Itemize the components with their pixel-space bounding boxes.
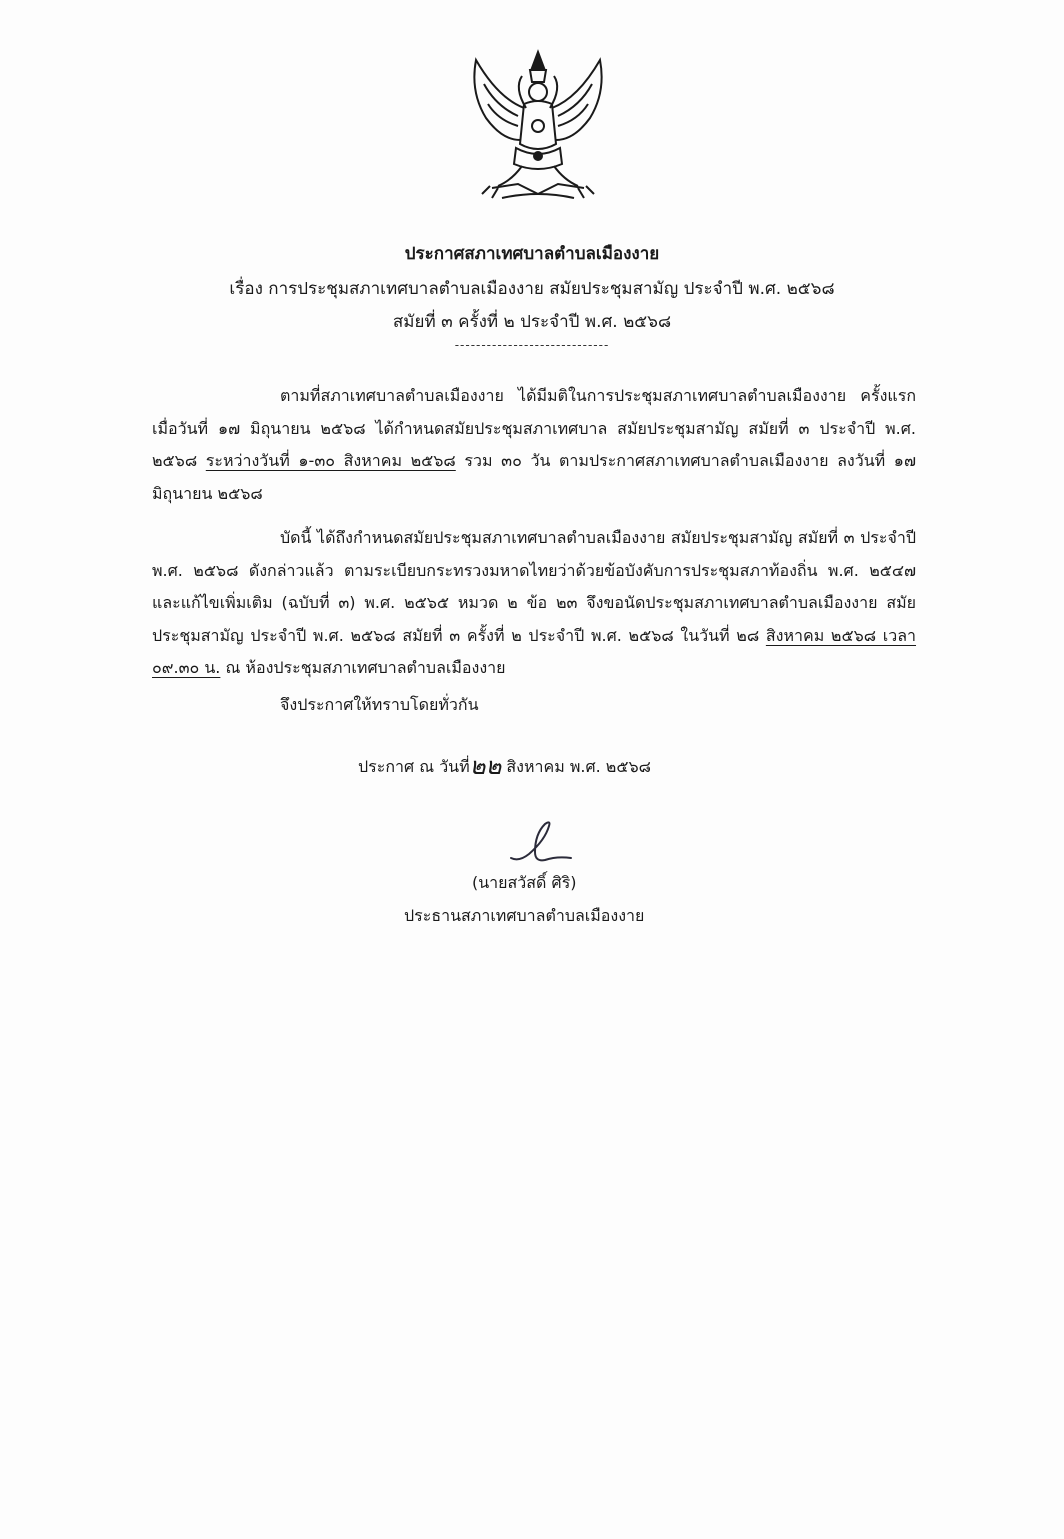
paragraph-2-text-end: ณ ห้องประชุมสภาเทศบาลตำบลเมืองงาย (220, 658, 506, 677)
signer-position: ประธานสภาเทศบาลตำบลเมืองงาย (404, 906, 645, 925)
handwritten-day: ๒๒ (469, 752, 502, 780)
announcement-title: ประกาศสภาเทศบาลตำบลเมืองงาย (404, 244, 660, 264)
handwritten-signature (505, 818, 585, 868)
header-divider: ----------------------------- (454, 338, 610, 352)
announcement-subject: เรื่อง การประชุมสภาเทศบาลตำบลเมืองงาย สมัยประชุมสามัญ ประจำปี พ.ศ. ๒๕๖๘ (229, 279, 835, 299)
announcement-dateline (358, 744, 651, 783)
paragraph-1-text: ตามที่สภาเทศบาลตำบลเมืองงาย ได้มีมติในการประชุมสภาเทศบาลตำบลเมืองงาย ครั้งแรก เมื่อวันที่ ๑๗ มิถุนายน ๒๕๖๘ ได้กำหนดสมัยประชุมสภาเทศบาล สมัยประชุมสามัญ สมัยที่ ๓ ประจำปี พ.ศ. ๒๕๖๘ (152, 386, 916, 470)
announcement-session: สมัยที่ ๓ ครั้งที่ ๒ ประจำปี พ.ศ. ๒๕๖๘ (392, 312, 672, 332)
dateline-suffix: สิงหาคม พ.ศ. ๒๕๖๘ (501, 757, 651, 776)
closing-statement: จึงประกาศให้ทราบโดยทั่วกัน (280, 695, 479, 714)
paragraph-1-text-end: รวม ๓๐ วัน ตามประกาศสภาเทศบาลตำบลเมืองงาย ลงวันที่ ๑๗ มิถุนายน ๒๕๖๘ (152, 451, 916, 503)
paragraph-1-underlined: ระหว่างวันที่ ๑-๓๐ สิงหาคม ๒๕๖๘ (205, 451, 456, 470)
paragraph-2 (152, 522, 916, 685)
signer-name: (นายสวัสดิ์ ศิริ) (472, 873, 577, 892)
paragraph-2-text: บัดนี้ ได้ถึงกำหนดสมัยประชุมสภาเทศบาลตำบลเมืองงาย สมัยประชุมสามัญ สมัยที่ ๓ ประจำปี พ.ศ. ๒๕๖๘ ดังกล่าวแล้ว ตามระเบียบกระทรวงมหาดไทยว่าด้วยข้อบังคับการประชุมสภาท้องถิ่น พ.ศ. ๒๕๔๗ และแก้ไขเพิ่มเติม (ฉบับที่ ๓) พ.ศ. ๒๕๖๕ หมวด ๒ ข้อ ๒๓ จึงขอนัดประชุมสภาเทศบาลตำบลเมืองงาย สมัยประชุมสามัญ ประจำปี พ.ศ. ๒๕๖๘ สมัยที่ ๓ ครั้งที่ ๒ ประจำปี พ.ศ. ๒๕๖๘ ในวันที่ ๒๘ (152, 528, 917, 645)
paragraph-1 (152, 380, 916, 510)
dateline-prefix: ประกาศ ณ วันที่ (358, 757, 470, 776)
paragraph-2-underlined: สิงหาคม ๒๕๖๘ เวลา ๐๙.๓๐ น. (152, 625, 917, 677)
garuda-emblem (462, 48, 614, 208)
